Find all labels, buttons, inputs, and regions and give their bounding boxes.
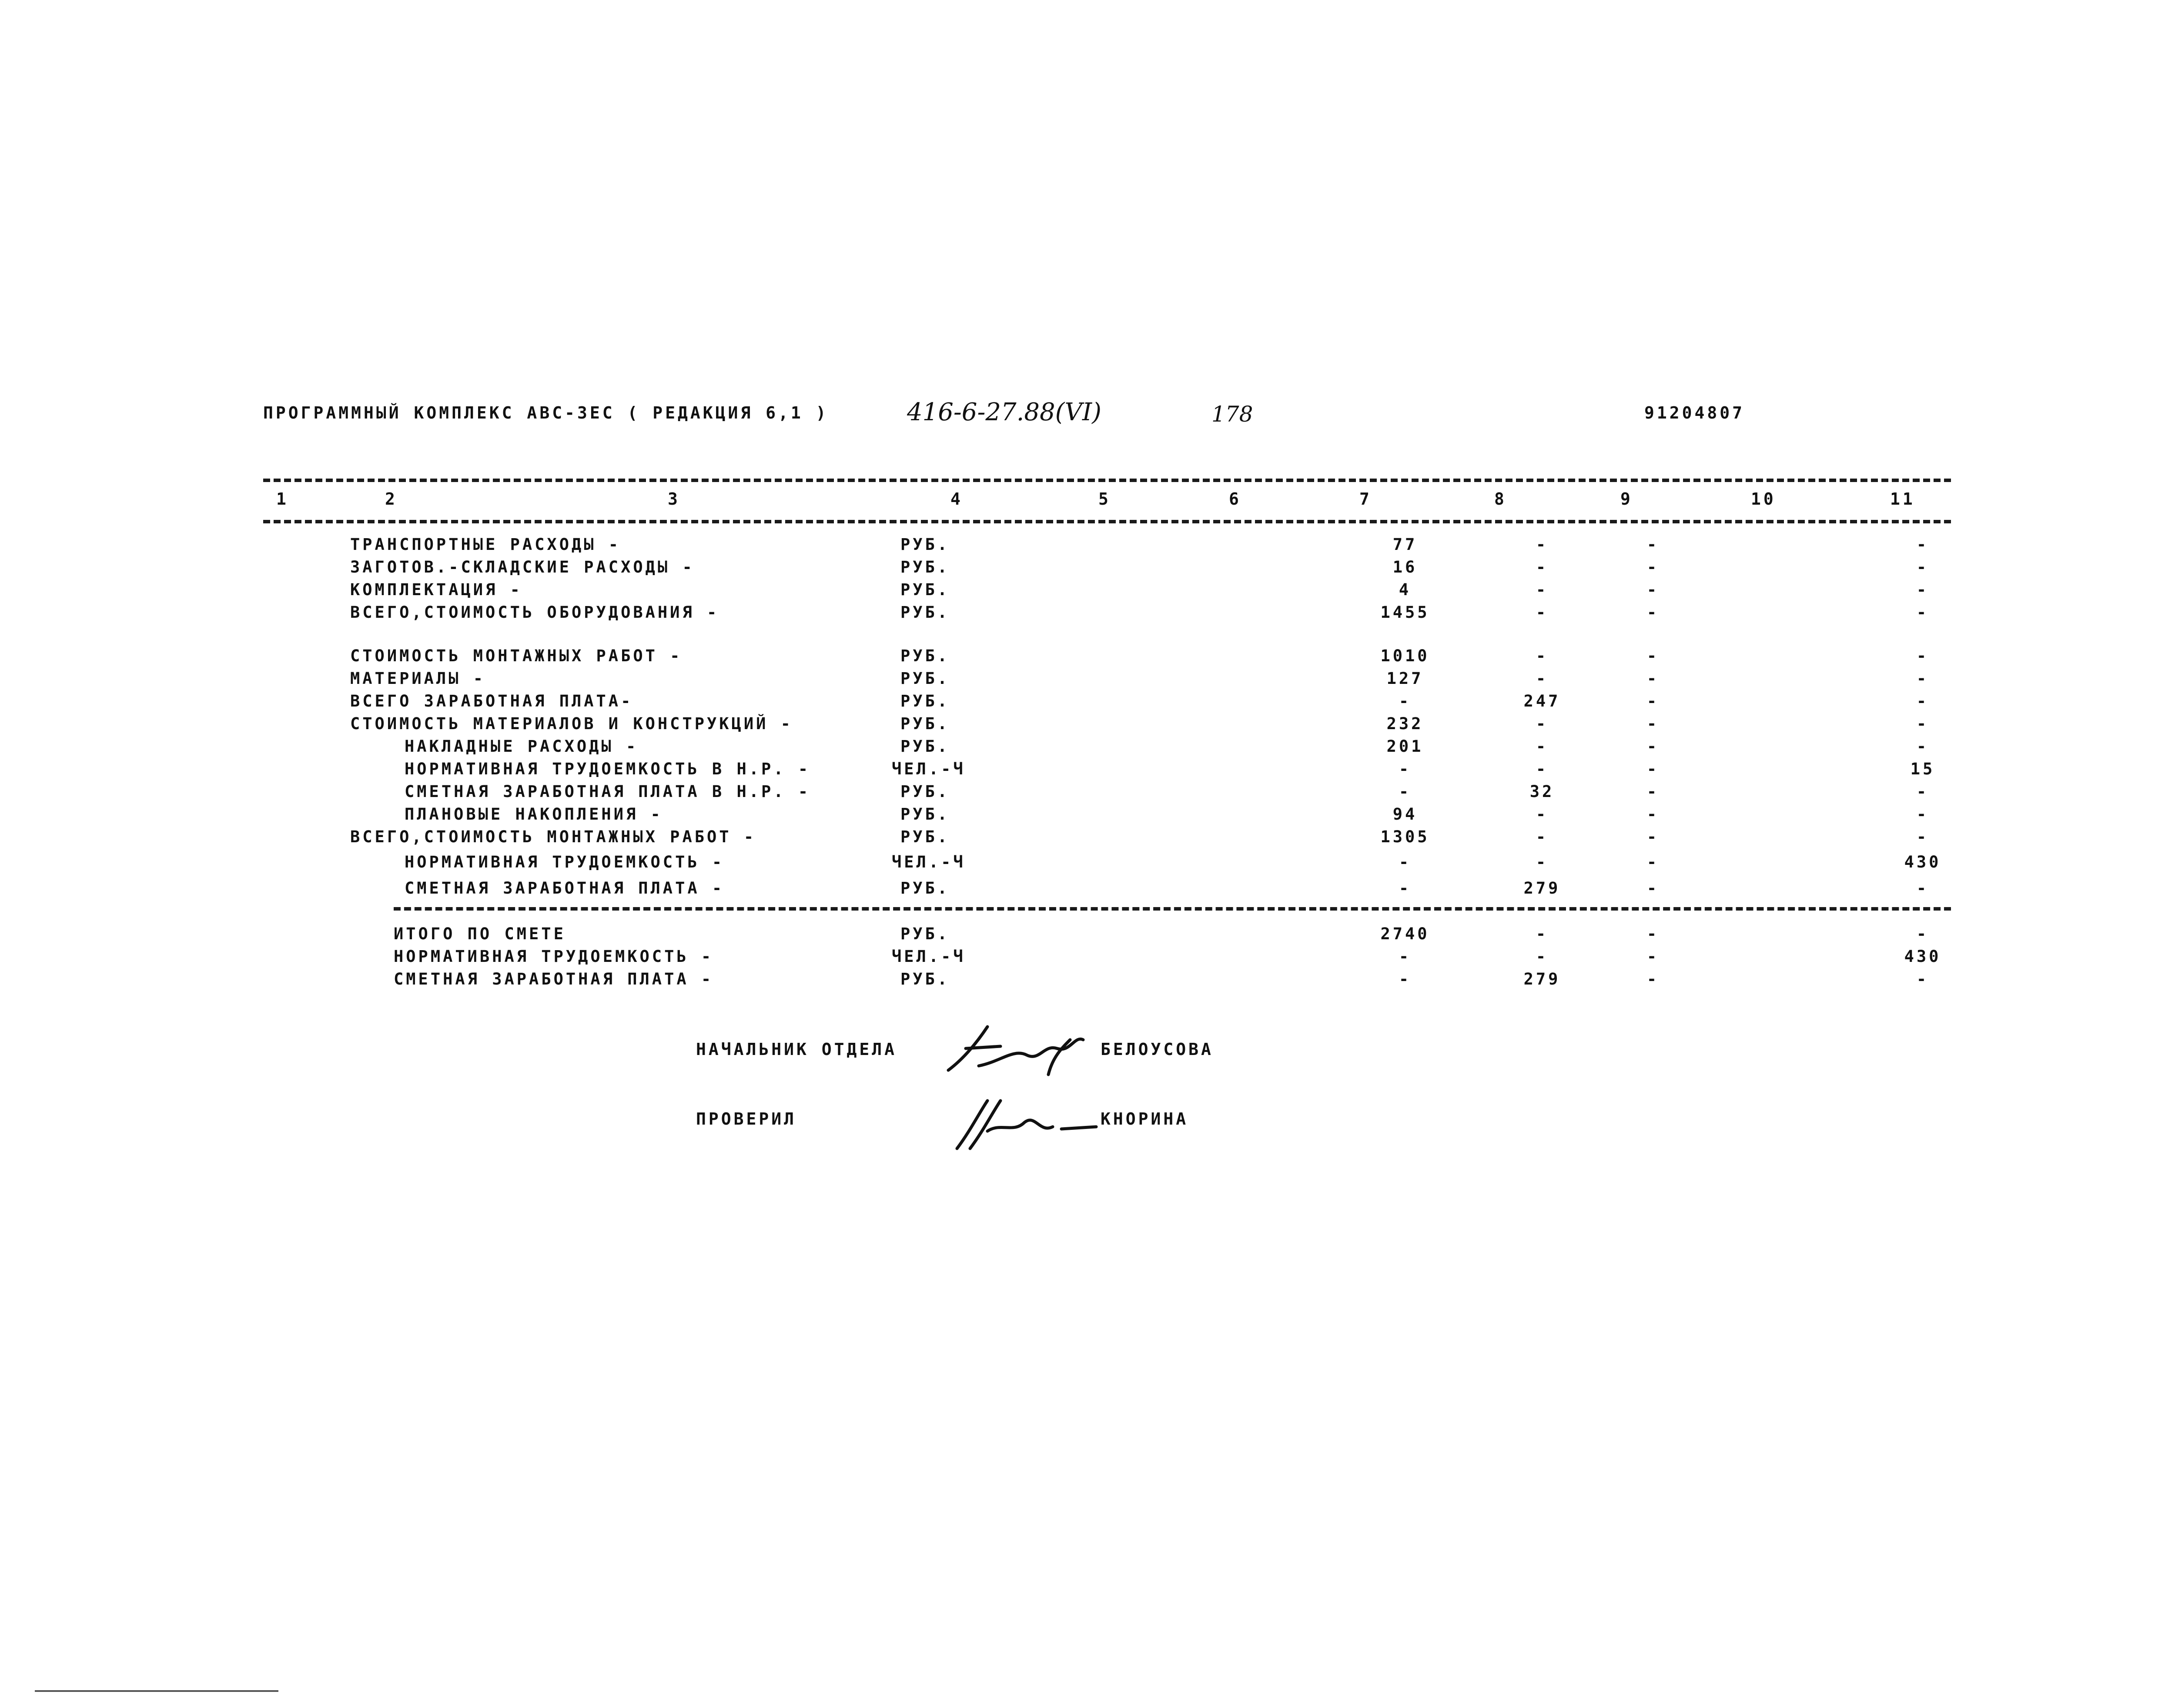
column-number: 4 [950, 489, 963, 509]
table-row [0, 558, 2175, 579]
cell-col11: - [1916, 669, 1929, 688]
cell-col9: - [1646, 924, 1660, 943]
cell-col11: - [1916, 714, 1929, 733]
cell-col8: - [1536, 827, 1549, 846]
column-number: 2 [385, 489, 398, 509]
column-number: 7 [1359, 489, 1372, 509]
cell-col11: - [1916, 924, 1929, 943]
signer-name: КНОРИНА [1101, 1109, 1189, 1129]
row-label: НАКЛАДНЫЕ РАСХОДЫ - [405, 737, 639, 756]
table-row [0, 669, 2175, 691]
row-label: СМЕТНАЯ ЗАРАБОТНАЯ ПЛАТА В Н.Р. - [405, 782, 811, 801]
cell-col9: - [1646, 558, 1660, 576]
totals-row [0, 924, 2175, 946]
row-unit: РУБ. [900, 714, 950, 733]
cell-col9: - [1646, 853, 1660, 871]
cell-col7: 1305 [1380, 827, 1430, 846]
document-header [263, 398, 1960, 429]
cell-col11: - [1916, 603, 1929, 622]
table-row [0, 853, 2175, 874]
cell-col7: - [1399, 760, 1412, 778]
row-unit: РУБ. [900, 603, 950, 622]
table-row [0, 646, 2175, 668]
row-label: НОРМАТИВНАЯ ТРУДОЕМКОСТЬ В Н.Р. - [405, 760, 811, 778]
table-row [0, 580, 2175, 602]
cell-col11: - [1916, 535, 1929, 554]
totals-row [0, 970, 2175, 991]
cell-col8: - [1536, 760, 1549, 778]
signature-scribble-icon [940, 1022, 1105, 1083]
signature-scribble-icon [940, 1092, 1105, 1157]
cell-col8: - [1536, 535, 1549, 554]
cell-col9: - [1646, 879, 1660, 898]
cell-col7: 1010 [1380, 646, 1430, 665]
cell-col7: 232 [1386, 714, 1424, 733]
cell-col11: - [1916, 558, 1929, 576]
row-label: ЗАГОТОВ.-СКЛАДСКИЕ РАСХОДЫ - [350, 558, 695, 576]
column-number: 11 [1890, 489, 1915, 509]
column-number: 1 [276, 489, 289, 509]
cell-col11: - [1916, 580, 1929, 599]
cell-col9: - [1646, 692, 1660, 710]
cell-col7: 1455 [1380, 603, 1430, 622]
totals-row [0, 947, 2175, 969]
row-label: НОРМАТИВНАЯ ТРУДОЕМКОСТЬ - [394, 947, 714, 966]
row-label: КОМПЛЕКТАЦИЯ - [350, 580, 522, 599]
cell-col11: 15 [1910, 760, 1935, 778]
cell-col7: 4 [1399, 580, 1412, 599]
cell-col9: - [1646, 970, 1660, 988]
cell-col9: - [1646, 535, 1660, 554]
cell-col8: 279 [1523, 970, 1561, 988]
cell-col11: - [1916, 737, 1929, 756]
cell-col9: - [1646, 782, 1660, 801]
row-unit: РУБ. [900, 646, 950, 665]
row-unit: РУБ. [900, 879, 950, 898]
column-number: 6 [1229, 489, 1241, 509]
cell-col7: 94 [1392, 805, 1418, 824]
row-unit: РУБ. [900, 827, 950, 846]
cell-col8: - [1536, 924, 1549, 943]
cell-col8: - [1536, 805, 1549, 824]
signer-title: ПРОВЕРИЛ [696, 1109, 797, 1129]
row-label: МАТЕРИАЛЫ - [350, 669, 486, 688]
signer-title: НАЧАЛЬНИК ОТДЕЛА [696, 1040, 897, 1059]
cell-col8: - [1536, 558, 1549, 576]
row-unit: РУБ. [900, 692, 950, 710]
table-row [0, 603, 2175, 625]
row-label: СТОИМОСТЬ МАТЕРИАЛОВ И КОНСТРУКЦИЙ - [350, 714, 793, 733]
cell-col9: - [1646, 805, 1660, 824]
row-label: НОРМАТИВНАЯ ТРУДОЕМКОСТЬ - [405, 853, 725, 871]
cell-col7: - [1399, 947, 1412, 966]
cell-col8: - [1536, 669, 1549, 688]
page-number: 178 [1211, 402, 1253, 427]
cell-col9: - [1646, 646, 1660, 665]
cell-col8: - [1536, 714, 1549, 733]
row-label: ИТОГО ПО СМЕТЕ [394, 924, 566, 943]
cell-col11: - [1916, 970, 1929, 988]
cell-col7: - [1399, 853, 1412, 871]
row-label: СТОИМОСТЬ МОНТАЖНЫХ РАБОТ - [350, 646, 683, 665]
cell-col8: 247 [1523, 692, 1561, 710]
cell-col7: - [1399, 879, 1412, 898]
row-unit: ЧЕЛ.-Ч [892, 853, 966, 871]
row-unit: РУБ. [900, 924, 950, 943]
row-unit: РУБ. [900, 737, 950, 756]
document-number: 416-6-27.88(VI) [907, 398, 1101, 426]
cell-col11: - [1916, 782, 1929, 801]
row-label: СМЕТНАЯ ЗАРАБОТНАЯ ПЛАТА - [394, 970, 714, 988]
cell-col9: - [1646, 947, 1660, 966]
row-label: ВСЕГО,СТОИМОСТЬ ОБОРУДОВАНИЯ - [350, 603, 719, 622]
document-code: 91204807 [1644, 403, 1745, 422]
cell-col11: 430 [1904, 853, 1941, 871]
row-unit: ЧЕЛ.-Ч [892, 947, 966, 966]
row-label: ВСЕГО,СТОИМОСТЬ МОНТАЖНЫХ РАБОТ - [350, 827, 756, 846]
cell-col9: - [1646, 714, 1660, 733]
header-bottom-rule [263, 520, 1951, 523]
column-number: 10 [1751, 489, 1776, 509]
cell-col9: - [1646, 669, 1660, 688]
cell-col8: - [1536, 646, 1549, 665]
signature-block-checker [696, 1092, 1479, 1144]
signature-block-head [696, 1022, 1479, 1075]
cell-col7: 127 [1386, 669, 1424, 688]
cell-col11: - [1916, 827, 1929, 846]
table-row [0, 535, 2175, 557]
cell-col8: 32 [1529, 782, 1555, 801]
cell-col9: - [1646, 737, 1660, 756]
row-unit: РУБ. [900, 782, 950, 801]
cell-col9: - [1646, 580, 1660, 599]
cell-col11: - [1916, 646, 1929, 665]
row-unit: РУБ. [900, 580, 950, 599]
cell-col8: - [1536, 603, 1549, 622]
cell-col7: 77 [1392, 535, 1418, 554]
table-row [0, 827, 2175, 849]
cell-col8: 279 [1523, 879, 1561, 898]
cell-col7: - [1399, 692, 1412, 710]
row-unit: РУБ. [900, 805, 950, 824]
table-row [0, 805, 2175, 827]
cell-col8: - [1536, 853, 1549, 871]
column-number-row [263, 489, 1960, 516]
cell-col7: 201 [1386, 737, 1424, 756]
table-row [0, 782, 2175, 804]
column-number: 8 [1494, 489, 1507, 509]
cell-col11: - [1916, 805, 1929, 824]
column-number: 5 [1098, 489, 1111, 509]
row-label: ПЛАНОВЫЕ НАКОПЛЕНИЯ - [405, 805, 663, 824]
cell-col8: - [1536, 947, 1549, 966]
table-row [0, 737, 2175, 759]
table-row [0, 760, 2175, 781]
totals-rule [394, 907, 1951, 911]
table-row [0, 692, 2175, 713]
cell-col7: - [1399, 782, 1412, 801]
row-unit: РУБ. [900, 669, 950, 688]
cell-col9: - [1646, 827, 1660, 846]
table-row [0, 714, 2175, 736]
cell-col7: - [1399, 970, 1412, 988]
page-bottom-rule [35, 1690, 278, 1692]
cell-col9: - [1646, 760, 1660, 778]
cell-col8: - [1536, 580, 1549, 599]
row-label: ТРАНСПОРТНЫЕ РАСХОДЫ - [350, 535, 621, 554]
program-name: ПРОГРАММНЫЙ КОМПЛЕКС АВС-3ЕС ( РЕДАКЦИЯ 6,1 ) [263, 403, 829, 422]
row-unit: РУБ. [900, 970, 950, 988]
cell-col11: - [1916, 879, 1929, 898]
row-label: ВСЕГО ЗАРАБОТНАЯ ПЛАТА- [350, 692, 633, 710]
table-top-rule [263, 479, 1951, 482]
handwritten-signature [940, 1092, 1105, 1166]
row-unit: РУБ. [900, 535, 950, 554]
cell-col11: - [1916, 692, 1929, 710]
cell-col8: - [1536, 737, 1549, 756]
column-number: 3 [668, 489, 680, 509]
cell-col7: 16 [1392, 558, 1418, 576]
row-unit: ЧЕЛ.-Ч [892, 760, 966, 778]
signer-name: БЕЛОУСОВА [1101, 1040, 1214, 1059]
column-number: 9 [1620, 489, 1633, 509]
cell-col7: 2740 [1380, 924, 1430, 943]
handwritten-signature [940, 1022, 1105, 1092]
table-row [0, 879, 2175, 901]
row-unit: РУБ. [900, 558, 950, 576]
cell-col9: - [1646, 603, 1660, 622]
cell-col11: 430 [1904, 947, 1941, 966]
row-label: СМЕТНАЯ ЗАРАБОТНАЯ ПЛАТА - [405, 879, 725, 898]
